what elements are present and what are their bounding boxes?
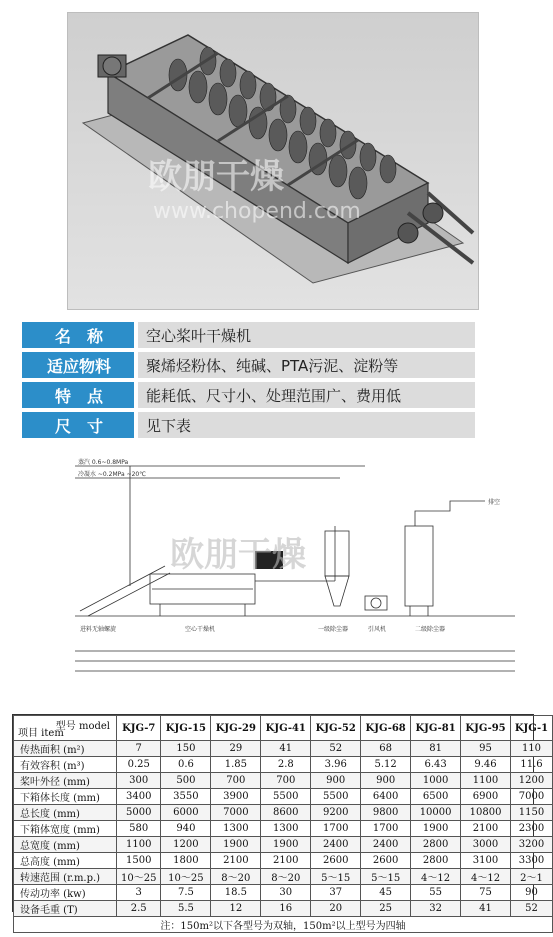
table-cell: 5.12 (361, 757, 411, 773)
table-cell: 6000 (161, 805, 211, 821)
table-cell: 1300 (211, 821, 261, 837)
table-cell: 8～20 (261, 869, 311, 885)
table-cell: 900 (361, 773, 411, 789)
table-cell: 5～15 (311, 869, 361, 885)
table-cell: 2300 (511, 821, 553, 837)
row-name: 传动功率 (kw) (14, 885, 117, 901)
model-header: KJG-7 (117, 716, 161, 741)
table-note: 注：150m²以下各型号为双轴，150m²以上型号为四轴 (14, 917, 553, 933)
table-cell: 580 (117, 821, 161, 837)
table-cell: 1300 (261, 821, 311, 837)
table-row (14, 837, 553, 853)
table-corner-header (14, 716, 117, 741)
table-cell: 1.85 (211, 757, 261, 773)
table-cell: 9200 (311, 805, 361, 821)
table-cell: 3400 (117, 789, 161, 805)
table-cell: 5500 (311, 789, 361, 805)
table-cell: 2100 (461, 821, 511, 837)
model-header: KJG-41 (261, 716, 311, 741)
table-row (14, 789, 553, 805)
table-cell: 52 (311, 741, 361, 757)
label-exhaust: 排空 (488, 499, 501, 506)
label-feed: 进料无轴螺旋 (80, 626, 117, 633)
table-cell: 1900 (211, 837, 261, 853)
table-cell: 2400 (361, 837, 411, 853)
table-cell: 3550 (161, 789, 211, 805)
row-name: 下箱体长度 (mm) (14, 789, 117, 805)
table-cell: 1700 (311, 821, 361, 837)
table-cell: 18.5 (211, 885, 261, 901)
table-note-row (14, 917, 553, 933)
spec-label: 尺 寸 (22, 412, 134, 438)
table-cell: 1800 (161, 853, 211, 869)
table-cell: 900 (311, 773, 361, 789)
table-cell: 2800 (411, 837, 461, 853)
spec-row-name (22, 322, 475, 348)
table-cell: 90 (511, 885, 553, 901)
table-cell: 6400 (361, 789, 411, 805)
spec-list (22, 322, 475, 442)
table-cell: 2600 (311, 853, 361, 869)
table-cell: 32 (411, 901, 461, 917)
product-image (67, 12, 479, 310)
table-row (14, 885, 553, 901)
table-cell: 2600 (361, 853, 411, 869)
table-cell: 6500 (411, 789, 461, 805)
row-name: 转速范围 (r.m.p.) (14, 869, 117, 885)
table-cell: 25 (361, 901, 411, 917)
table-cell: 1200 (511, 773, 553, 789)
table-row (14, 821, 553, 837)
watermark-url: www.chopend.com (153, 199, 361, 224)
model-header: KJG-52 (311, 716, 361, 741)
table-row (14, 805, 553, 821)
table-cell: 2.8 (261, 757, 311, 773)
table-row (14, 741, 553, 757)
row-name: 总宽度 (mm) (14, 837, 117, 853)
table-cell: 1500 (117, 853, 161, 869)
table-cell: 4～12 (461, 869, 511, 885)
table-cell: 81 (411, 741, 461, 757)
process-flow-diagram (70, 456, 520, 693)
row-name: 有效容积 (m³) (14, 757, 117, 773)
table-cell: 500 (161, 773, 211, 789)
spec-label: 名 称 (22, 322, 134, 348)
table-cell: 7 (117, 741, 161, 757)
table-cell: 300 (117, 773, 161, 789)
paddle-dryer-illustration (68, 13, 478, 309)
table-cell: 7.5 (161, 885, 211, 901)
table-cell: 3 (117, 885, 161, 901)
spec-value: 见下表 (138, 412, 475, 438)
spec-row-feature (22, 382, 475, 408)
row-name: 传热面积 (m²) (14, 741, 117, 757)
table-cell: 9.46 (461, 757, 511, 773)
model-header: KJG-1 (511, 716, 553, 741)
table-cell: 3900 (211, 789, 261, 805)
table-cell: 9800 (361, 805, 411, 821)
table-cell: 2.5 (117, 901, 161, 917)
table-row (14, 773, 553, 789)
table-row (14, 901, 553, 917)
model-header: KJG-68 (361, 716, 411, 741)
label-cyclone2: 二级除尘器 (415, 626, 446, 633)
table-cell: 55 (411, 885, 461, 901)
table-cell: 1900 (411, 821, 461, 837)
table-cell: 5500 (261, 789, 311, 805)
watermark-text: 欧朋干燥 (148, 157, 284, 197)
table-cell: 2800 (411, 853, 461, 869)
row-name: 下箱体宽度 (mm) (14, 821, 117, 837)
table-cell: 1150 (511, 805, 553, 821)
table-cell: 6900 (461, 789, 511, 805)
table-cell: 20 (311, 901, 361, 917)
table-cell: 29 (211, 741, 261, 757)
flow-drawing (70, 456, 520, 693)
label-steam: 蒸汽 0.6~0.8MPa (78, 459, 129, 466)
row-name: 设备毛重 (T) (14, 901, 117, 917)
spec-table (12, 714, 549, 932)
table-cell: 7000 (211, 805, 261, 821)
label-dryer: 空心干燥机 (185, 626, 216, 633)
table-cell: 2100 (261, 853, 311, 869)
watermark-text: 欧朋干燥 (170, 535, 306, 575)
label-fan: 引风机 (368, 626, 387, 633)
table-row (14, 757, 553, 773)
table-cell: 1700 (361, 821, 411, 837)
spec-row-material (22, 352, 475, 378)
table-cell: 16 (261, 901, 311, 917)
table-cell: 30 (261, 885, 311, 901)
table-cell: 10～25 (117, 869, 161, 885)
spec-value: 能耗低、尺寸小、处理范围广、费用低 (138, 382, 475, 408)
table-cell: 1200 (161, 837, 211, 853)
model-header: KJG-29 (211, 716, 261, 741)
table-cell: 2400 (311, 837, 361, 853)
table-cell: 45 (361, 885, 411, 901)
spec-label: 适应物料 (22, 352, 134, 378)
table-cell: 2～1 (511, 869, 553, 885)
table-cell: 1100 (461, 773, 511, 789)
table-cell: 41 (461, 901, 511, 917)
model-header: KJG-81 (411, 716, 461, 741)
table-cell: 11.6 (511, 757, 553, 773)
table-cell: 5～15 (361, 869, 411, 885)
table-cell: 75 (461, 885, 511, 901)
table-cell: 10000 (411, 805, 461, 821)
table-cell: 12 (211, 901, 261, 917)
table-cell: 37 (311, 885, 361, 901)
spec-label: 特 点 (22, 382, 134, 408)
table-cell: 41 (261, 741, 311, 757)
table-cell: 3000 (461, 837, 511, 853)
table-header-row (14, 716, 553, 741)
table-cell: 8600 (261, 805, 311, 821)
header-item-label: 项目 item (18, 728, 64, 739)
spec-value: 空心桨叶干燥机 (138, 322, 475, 348)
table-cell: 7000 (511, 789, 553, 805)
table-cell: 0.6 (161, 757, 211, 773)
table-cell: 0.25 (117, 757, 161, 773)
table-cell: 150 (161, 741, 211, 757)
table-cell: 3200 (511, 837, 553, 853)
table-cell: 52 (511, 901, 553, 917)
table-cell: 1100 (117, 837, 161, 853)
table-cell: 6.43 (411, 757, 461, 773)
table-row (14, 869, 553, 885)
row-name: 桨叶外径 (mm) (14, 773, 117, 789)
spec-row-size (22, 412, 475, 438)
model-header: KJG-15 (161, 716, 211, 741)
table-cell: 1000 (411, 773, 461, 789)
table-cell: 68 (361, 741, 411, 757)
table-cell: 95 (461, 741, 511, 757)
table-cell: 700 (261, 773, 311, 789)
row-name: 总高度 (mm) (14, 853, 117, 869)
spec-value: 聚烯烃粉体、纯碱、PTA污泥、淀粉等 (138, 352, 475, 378)
table-cell: 3300 (511, 853, 553, 869)
table-cell: 10800 (461, 805, 511, 821)
header-model-label: 型号 model (55, 721, 110, 732)
table-cell: 3100 (461, 853, 511, 869)
row-name: 总长度 (mm) (14, 805, 117, 821)
table-cell: 5.5 (161, 901, 211, 917)
table-cell: 8～20 (211, 869, 261, 885)
table-cell: 700 (211, 773, 261, 789)
table-cell: 940 (161, 821, 211, 837)
model-header: KJG-95 (461, 716, 511, 741)
label-cyclone1: 一级除尘器 (318, 626, 349, 633)
table-cell: 4～12 (411, 869, 461, 885)
table-row (14, 853, 553, 869)
table-cell: 1900 (261, 837, 311, 853)
table-cell: 10～25 (161, 869, 211, 885)
table-cell: 3.96 (311, 757, 361, 773)
table-cell: 110 (511, 741, 553, 757)
label-water: 冷凝水 ~0.2MPa ~20℃ (78, 471, 146, 478)
table-cell: 5000 (117, 805, 161, 821)
table-cell: 2100 (211, 853, 261, 869)
